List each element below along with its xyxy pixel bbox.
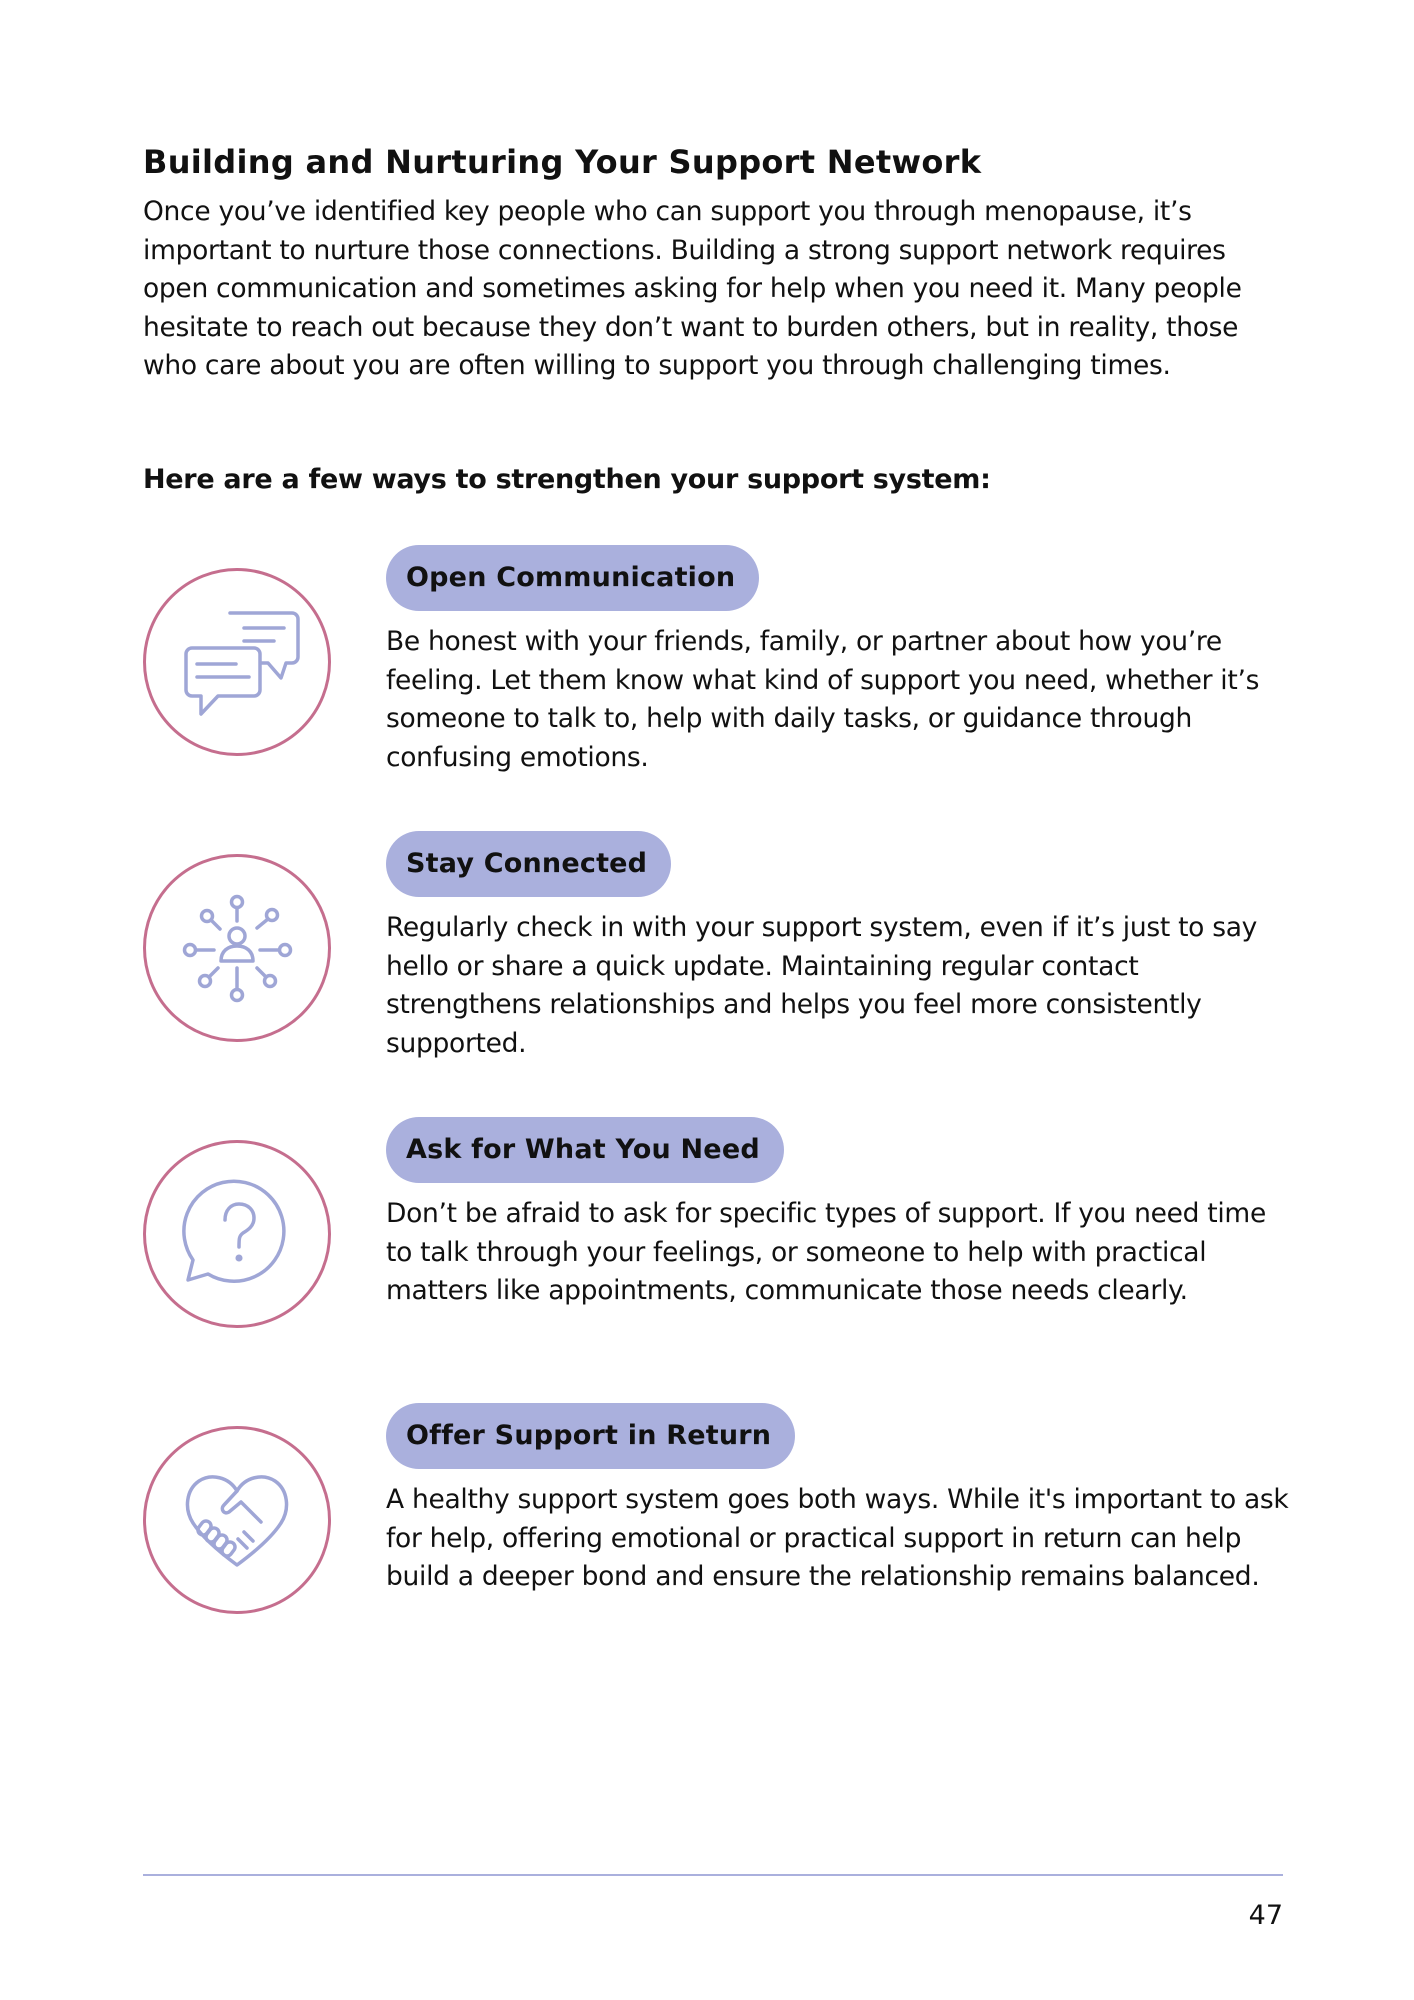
- item-title: Ask for What You Need: [386, 1117, 784, 1183]
- item-title: Offer Support in Return: [386, 1403, 795, 1469]
- lead-sentence: Here are a few ways to strengthen your support system:: [143, 464, 991, 495]
- item-description: Don’t be afraid to ask for specific types of support. If you need time to talk through your feelings, or someone to help with practical matters like appointments, communicate those needs clearly.: [386, 1198, 1266, 1307]
- icon-circle: [143, 1426, 331, 1614]
- page-number: 47: [1248, 1900, 1283, 1931]
- footer-divider: [143, 1874, 1283, 1876]
- item-description: A healthy support system goes both ways. While it's important to ask for help, offering emotional or practical support in return can help build a deeper bond and ensure the relationship remains balanced.: [386, 1484, 1289, 1593]
- intro-paragraph: Once you’ve identified key people who can support you through menopause, it’s important to nurture those connections. Building a strong support network requires open communication and sometimes asking for help when you need it. Many people hesitate to reach out because they don’t want to burden others, but in reality, those who care about you are often willing to support you through challenging times.: [143, 196, 1242, 382]
- item-title: Open Communication: [386, 545, 759, 611]
- chat-bubbles-icon: [146, 571, 328, 753]
- heart-handshake-icon: [146, 1429, 328, 1611]
- item-description: Regularly check in with your support system, even if it’s just to say hello or share a quick update. Maintaining regular contact strengthens relationships and helps you feel more consistently supported.: [386, 912, 1258, 1059]
- support-item-open-communication: [0, 545, 1414, 805]
- icon-circle: [143, 1140, 331, 1328]
- item-description: Be honest with your friends, family, or partner about how you’re feeling. Let them know what kind of support you need, whether it’s someone to talk to, help with daily tasks, or guidance through confusing emotions.: [386, 626, 1260, 773]
- question-bubble-icon: [146, 1143, 328, 1325]
- support-item-ask-for-what-you-need: [0, 1117, 1414, 1377]
- icon-circle: [143, 568, 331, 756]
- support-item-stay-connected: [0, 831, 1414, 1091]
- icon-circle: [143, 854, 331, 1042]
- network-person-icon: [146, 857, 328, 1039]
- support-item-offer-support-in-return: [0, 1403, 1414, 1663]
- page-heading: Building and Nurturing Your Support Network: [143, 143, 982, 181]
- item-title: Stay Connected: [386, 831, 671, 897]
